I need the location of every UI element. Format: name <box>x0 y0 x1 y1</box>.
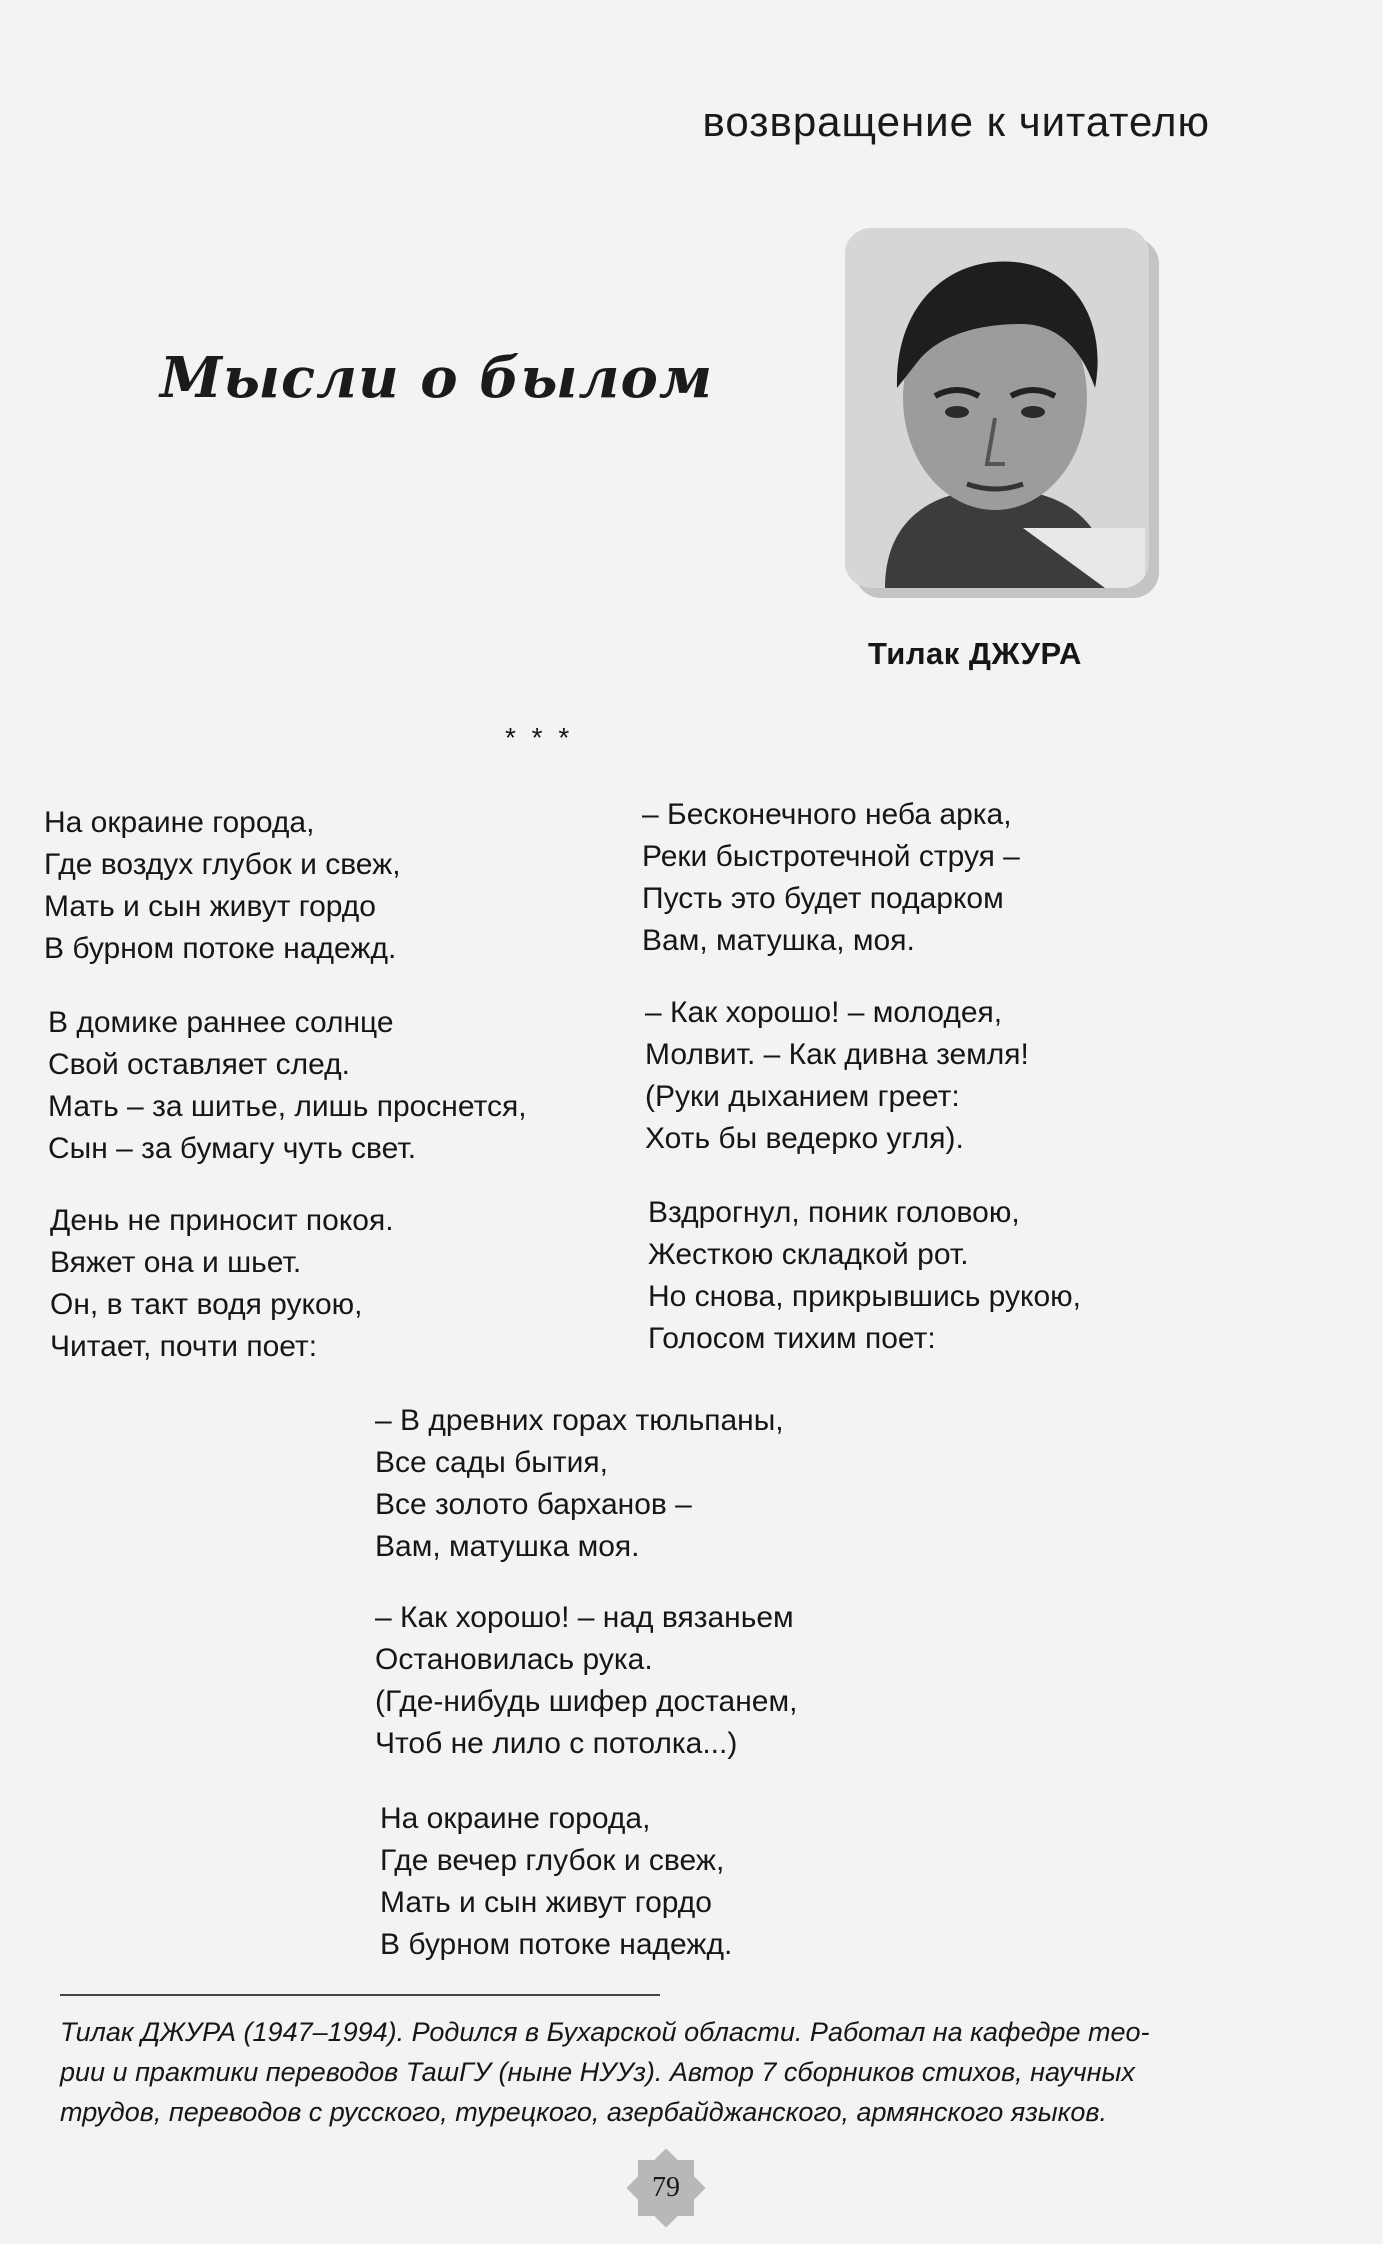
page-number: 79 <box>652 2172 680 2203</box>
author-caption: Тилак ДЖУРА <box>868 636 1082 671</box>
poem-title: Мысли о былом <box>160 345 714 411</box>
stanza <box>645 992 1029 1160</box>
poem-line: Но снова, прикрывшись рукою, <box>648 1280 1082 1313</box>
poem-line: Все сады бытия, <box>375 1446 608 1479</box>
poem-line: Вам, матушка, моя. <box>642 924 915 957</box>
footnote-line: рии и практики переводов ТашГУ (ныне НУУз). Автор 7 сборников стихов, научных <box>60 2057 1135 2087</box>
poem-line: Он, в такт водя рукою, <box>50 1288 363 1321</box>
poem-line: На окраине города, <box>380 1802 651 1835</box>
poem-line: Читает, почти поет: <box>50 1330 318 1363</box>
poem-line: В бурном потоке надежд. <box>44 932 397 965</box>
poem-line: Где воздух глубок и свеж, <box>44 848 401 881</box>
stanza <box>50 1200 394 1368</box>
poem-line: Остановилась рука. <box>375 1643 653 1676</box>
author-portrait <box>845 228 1149 588</box>
poem-line: Где вечер глубок и свеж, <box>380 1844 725 1877</box>
poem-line: Голосом тихим поет: <box>648 1322 936 1355</box>
poem-line: – Как хорошо! – над вязаньем <box>375 1601 794 1634</box>
poem-line: Молвит. – Как дивна земля! <box>645 1038 1029 1071</box>
poem-line: Свой оставляет след. <box>48 1048 350 1081</box>
poem-line: Хоть бы ведерко угля). <box>645 1122 964 1155</box>
poem-line: Все золото барханов – <box>375 1488 692 1521</box>
section-separator: * * * <box>505 722 574 753</box>
poem-line: Мать и сын живут гордо <box>380 1886 712 1919</box>
footnote-line: Тилак ДЖУРА (1947–1994). Родился в Бухарской области. Работал на кафедре тео- <box>60 2017 1150 2047</box>
poem-line: День не приносит покоя. <box>50 1204 394 1237</box>
author-portrait-icon <box>845 228 1149 588</box>
page-number-badge <box>624 2146 708 2230</box>
poem-line: В домике раннее солнце <box>48 1006 394 1039</box>
running-head: возвращение к читателю <box>702 98 1210 145</box>
poem-line: В бурном потоке надежд. <box>380 1928 733 1961</box>
poem-line: Вздрогнул, поник головою, <box>648 1196 1020 1229</box>
poem-line: Пусть это будет подарком <box>642 882 1004 915</box>
poem-line: Мать и сын живут гордо <box>44 890 376 923</box>
poem-line: Чтоб не лило с потолка...) <box>375 1727 738 1760</box>
footnote-divider <box>60 1994 660 1996</box>
stanza <box>375 1597 797 1765</box>
footnote-line: трудов, переводов с русского, турецкого, азербайджанского, армянского языков. <box>60 2097 1107 2127</box>
poem-line: Мать – за шитье, лишь проснется, <box>48 1090 527 1123</box>
stanza <box>48 1002 527 1170</box>
poem-line: (Где-нибудь шифер достанем, <box>375 1685 798 1718</box>
poem-line: – Бесконечного неба арка, <box>642 798 1012 831</box>
author-footnote <box>60 2012 1260 2132</box>
stanza <box>380 1798 732 1966</box>
poem-line: Сын – за бумагу чуть свет. <box>48 1132 417 1165</box>
poem-line: На окраине города, <box>44 806 315 839</box>
stanza <box>44 802 401 970</box>
stanza <box>375 1400 784 1568</box>
poem-line: Вяжет она и шьет. <box>50 1246 302 1279</box>
poem-line: – В древних горах тюльпаны, <box>375 1404 784 1437</box>
stanza <box>642 794 1020 962</box>
poem-line: – Как хорошо! – молодея, <box>645 996 1003 1029</box>
poem-line: Жесткою складкой рот. <box>648 1238 969 1271</box>
stanza <box>648 1192 1081 1360</box>
poem-line: Вам, матушка моя. <box>375 1530 640 1563</box>
poem-line: (Руки дыханием греет: <box>645 1080 960 1113</box>
poem-line: Реки быстротечной струя – <box>642 840 1020 873</box>
